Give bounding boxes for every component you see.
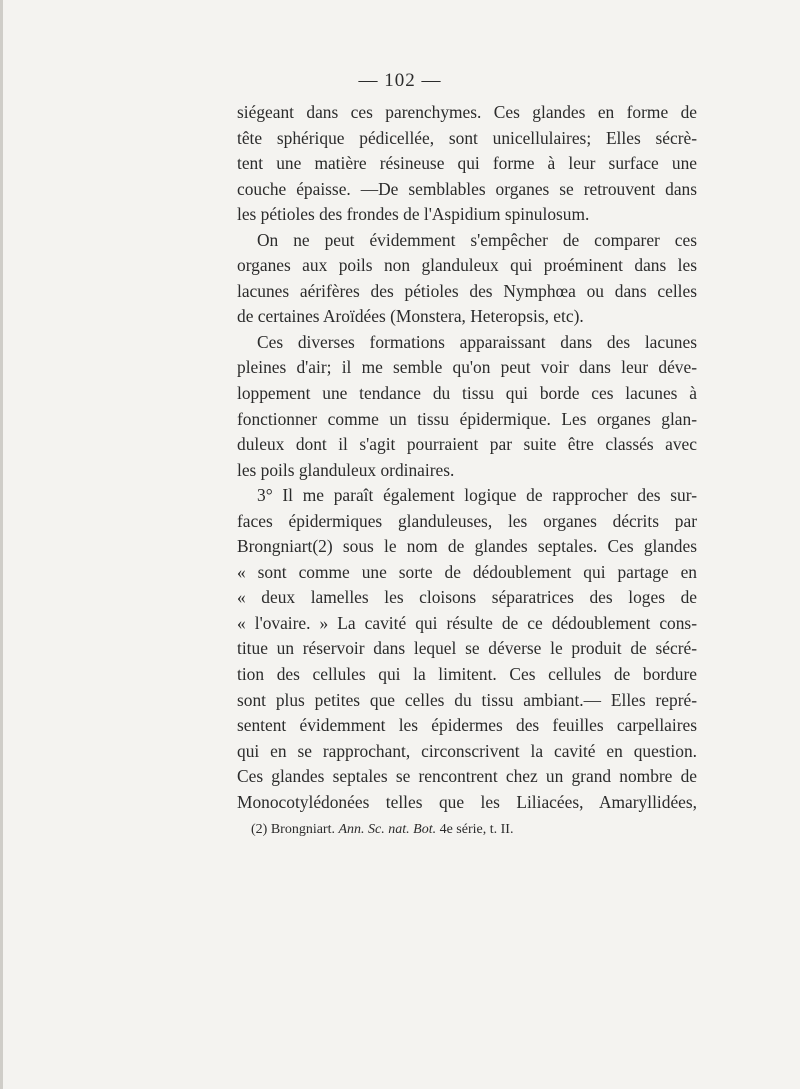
- text-line: Ces glandes septales se rencontrent chez un grand nombre de: [237, 766, 697, 787]
- footnote: [251, 822, 513, 838]
- text-line: « deux lamelles les cloisons séparatrices des loges de: [237, 587, 697, 608]
- text-line: Ces diverses formations apparaissant dans des lacunes: [257, 331, 697, 352]
- text-line: tête sphérique pédicellée, sont unicellulaires; Elles sécrè-: [237, 127, 697, 148]
- text-line: les poils glanduleux ordinaires.: [237, 459, 455, 480]
- text-line: de certaines Aroïdées (Monstera, Heteropsis, etc).: [237, 306, 584, 327]
- text-line: couche épaisse. —De semblables organes se retrouvent dans: [237, 178, 697, 199]
- page-edge: [0, 0, 3, 1089]
- text-line: tion des cellules qui la limitent. Ces cellules de bordure: [237, 664, 697, 685]
- text-line: pleines d'air; il me semble qu'on peut voir dans leur déve-: [237, 357, 697, 378]
- text-line: On ne peut évidemment s'empêcher de comparer ces: [257, 229, 697, 250]
- footnote-marker: (2) Brongniart.: [251, 822, 335, 837]
- text-line: titue un réservoir dans lequel se déverse le produit de sécré-: [237, 638, 697, 659]
- text-line: sont plus petites que celles du tissu ambiant.— Elles repré-: [237, 689, 697, 710]
- text-line: loppement une tendance du tissu qui borde ces lacunes à: [237, 383, 697, 404]
- page-number: — 102 —: [358, 70, 442, 91]
- text-line: Monocotylédonées telles que les Liliacées, Amaryllidées,: [237, 791, 697, 812]
- footnote-details: 4e série, t. II.: [439, 822, 514, 837]
- text-line: qui en se rapprochant, circonscrivent la cavité en question.: [237, 740, 697, 761]
- text-line: « sont comme une sorte de dédoublement qui partage en: [237, 561, 697, 582]
- text-line: Brongniart(2) sous le nom de glandes septales. Ces glandes: [237, 536, 697, 557]
- text-line: 3° Il me paraît également logique de rapprocher des sur-: [257, 485, 697, 506]
- footnote-journal: Ann. Sc. nat. Bot.: [338, 822, 437, 837]
- text-line: siégeant dans ces parenchymes. Ces glandes en forme de: [237, 102, 697, 122]
- text-line: tent une matière résineuse qui forme à leur surface une: [237, 153, 697, 174]
- text-line: lacunes aérifères des pétioles des Nymphœa ou dans celles: [237, 280, 697, 301]
- text-line: faces épidermiques glanduleuses, les organes décrits par: [237, 510, 697, 531]
- body-text: [237, 100, 697, 815]
- text-line: duleux dont il s'agit pourraient par suite être classés avec: [237, 434, 697, 455]
- text-line: organes aux poils non glanduleux qui proéminent dans les: [237, 255, 697, 276]
- text-line: fonctionner comme un tissu épidermique. Les organes glan-: [237, 408, 697, 429]
- text-line: les pétioles des frondes de l'Aspidium spinulosum.: [237, 204, 590, 225]
- text-line: « l'ovaire. » La cavité qui résulte de ce dédoublement cons-: [237, 612, 697, 633]
- text-line: sentent évidemment les épidermes des feuilles carpellaires: [237, 715, 697, 736]
